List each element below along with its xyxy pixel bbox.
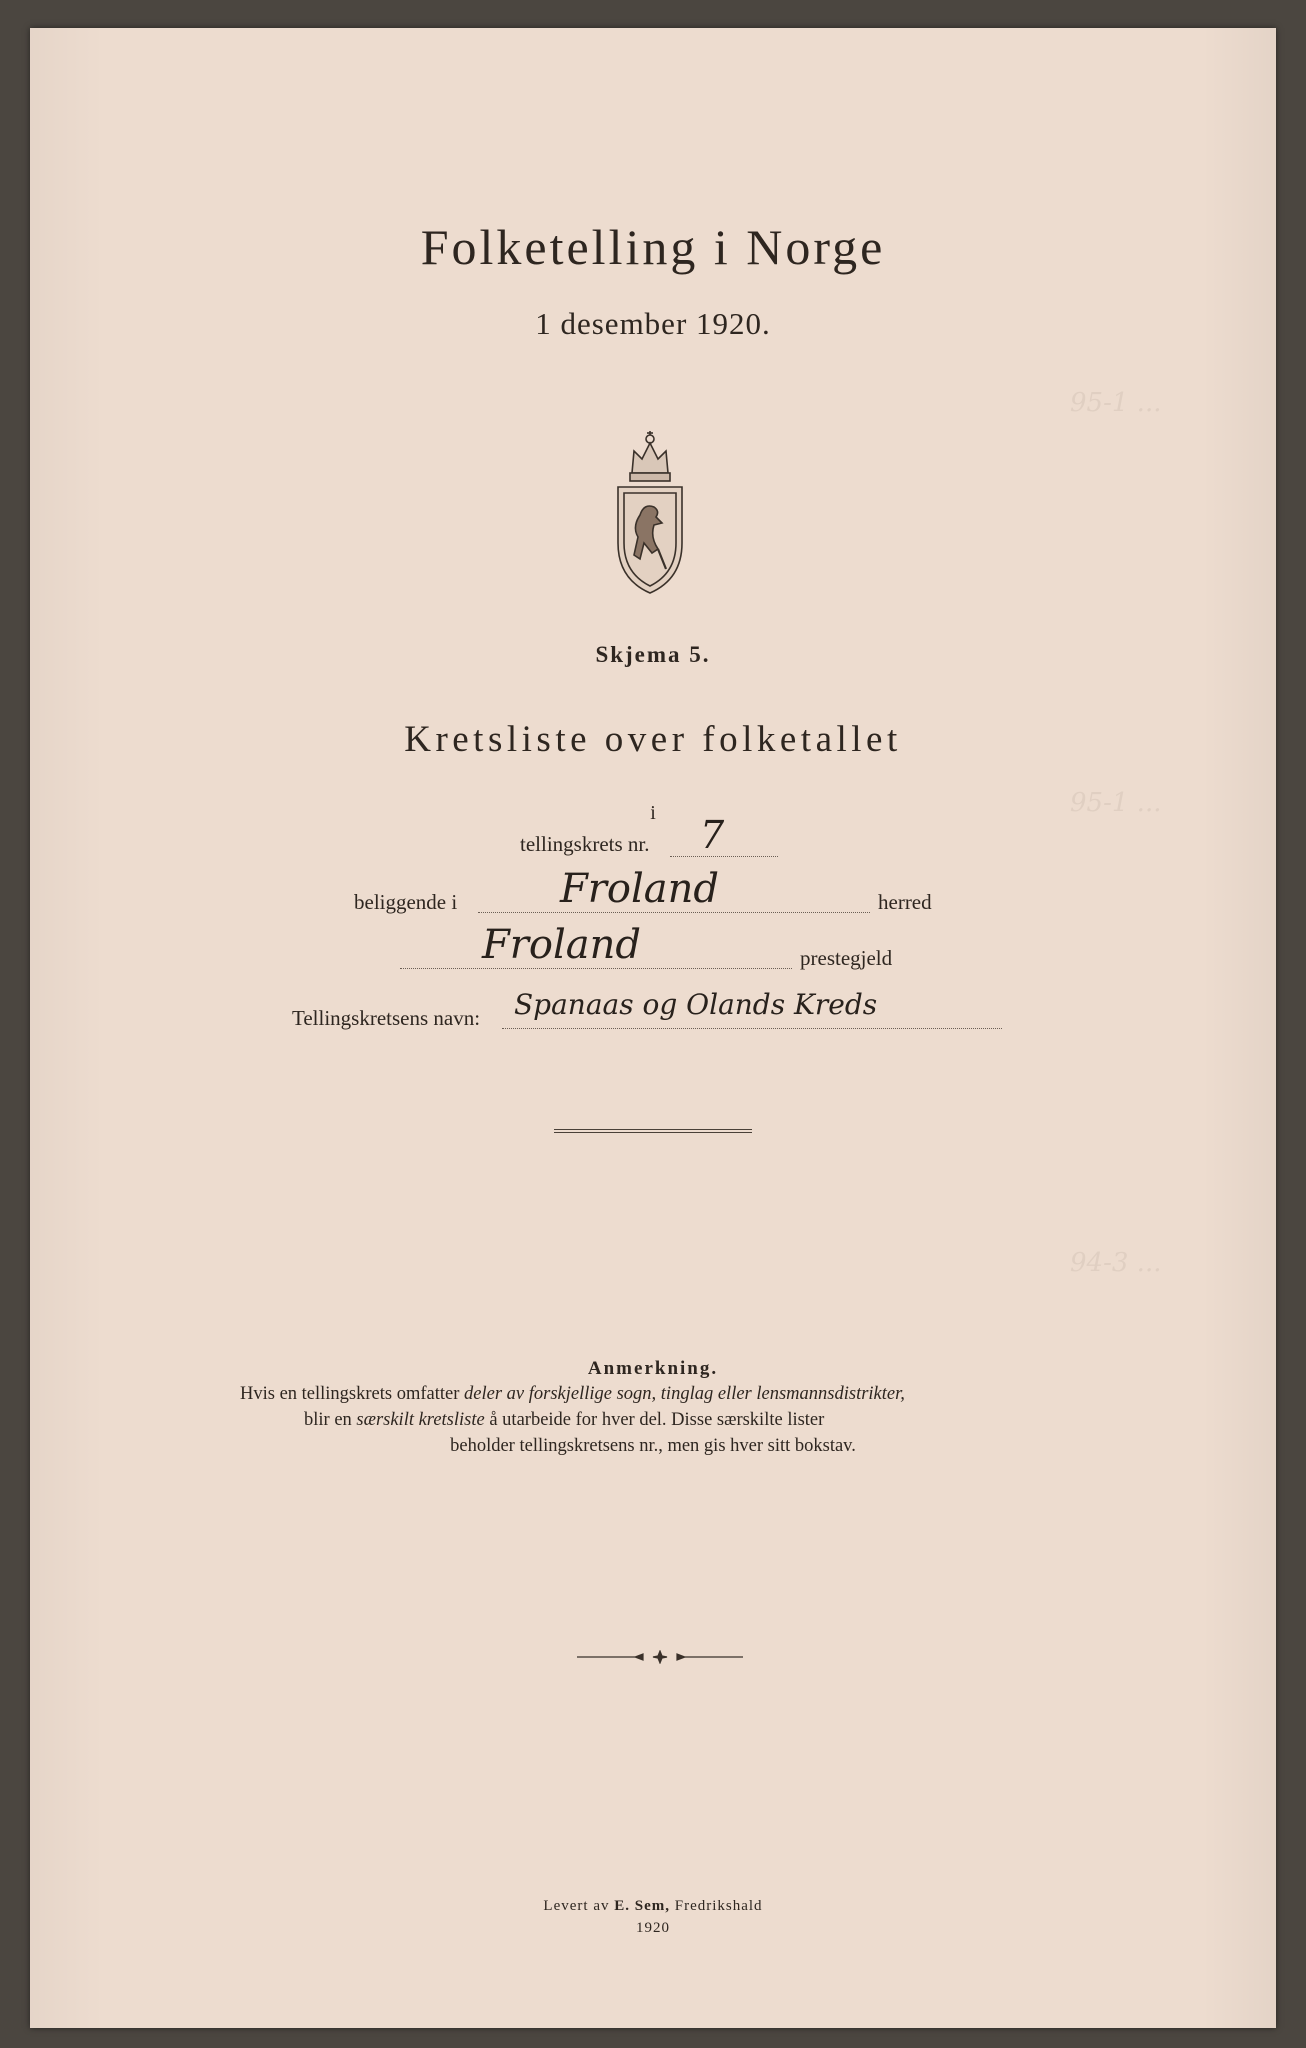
herred-label: herred [878, 890, 932, 914]
district-number-value: 7 [700, 813, 725, 857]
district-name-value: Spanaas og Olands Kreds [514, 988, 878, 1021]
printer-place: Fredrikshald [669, 1898, 763, 1914]
note-emphasis: deler av forskjellige sogn, tinglag eller lensmannsdistrikter, [464, 1384, 905, 1404]
district-name-line [502, 1028, 1002, 1029]
form-heading: Kretsliste over folketallet [404, 719, 902, 760]
print-year: 1920 [636, 1920, 670, 1936]
prestegjeld-label: prestegjeld [800, 946, 893, 970]
printer-credit [30, 1898, 1276, 1915]
prestegjeld-line [400, 968, 792, 969]
located-in-label: beliggende i [354, 890, 458, 914]
herred-value: Froland [560, 866, 719, 912]
note-title: Anmerkning. [587, 1358, 719, 1379]
ornament-divider-icon [575, 1650, 745, 1664]
prestegjeld-value: Froland [482, 922, 641, 968]
divider-rule [554, 1129, 752, 1133]
printer-name: E. Sem, [614, 1898, 670, 1914]
district-name-label: Tellingskretsens navn: [292, 1006, 481, 1030]
district-number-label: tellingskrets nr. [520, 832, 650, 856]
note-text: å utarbeide for hver del. Disse særskilte lister [484, 1410, 825, 1430]
preposition: i [650, 802, 656, 824]
note-emphasis: særskilt kretsliste [356, 1410, 485, 1430]
census-date: 1 desember 1920. [535, 306, 771, 341]
note-line-2 [304, 1410, 824, 1431]
note-text: blir en [304, 1410, 357, 1430]
printer-prefix: Levert av [543, 1898, 615, 1914]
page-title: Folketelling i Norge [420, 219, 886, 275]
note-line-1 [240, 1384, 905, 1405]
note-line-3: beholder tellingskretsens nr., men gis hver sitt bokstav. [450, 1436, 856, 1456]
norwegian-coat-of-arms-icon [600, 403, 700, 603]
bleed-through-text: 94-3 ... [1070, 1248, 1162, 1278]
census-form-page [30, 28, 1276, 2028]
herred-line [478, 912, 870, 913]
schema-number: Skjema 5. [595, 642, 711, 667]
bleed-through-text: 95-1 ... [1070, 788, 1162, 818]
bleed-through-text: 95-1 ... [1070, 388, 1162, 418]
note-text: Hvis en tellingskrets omfatter [240, 1384, 465, 1404]
